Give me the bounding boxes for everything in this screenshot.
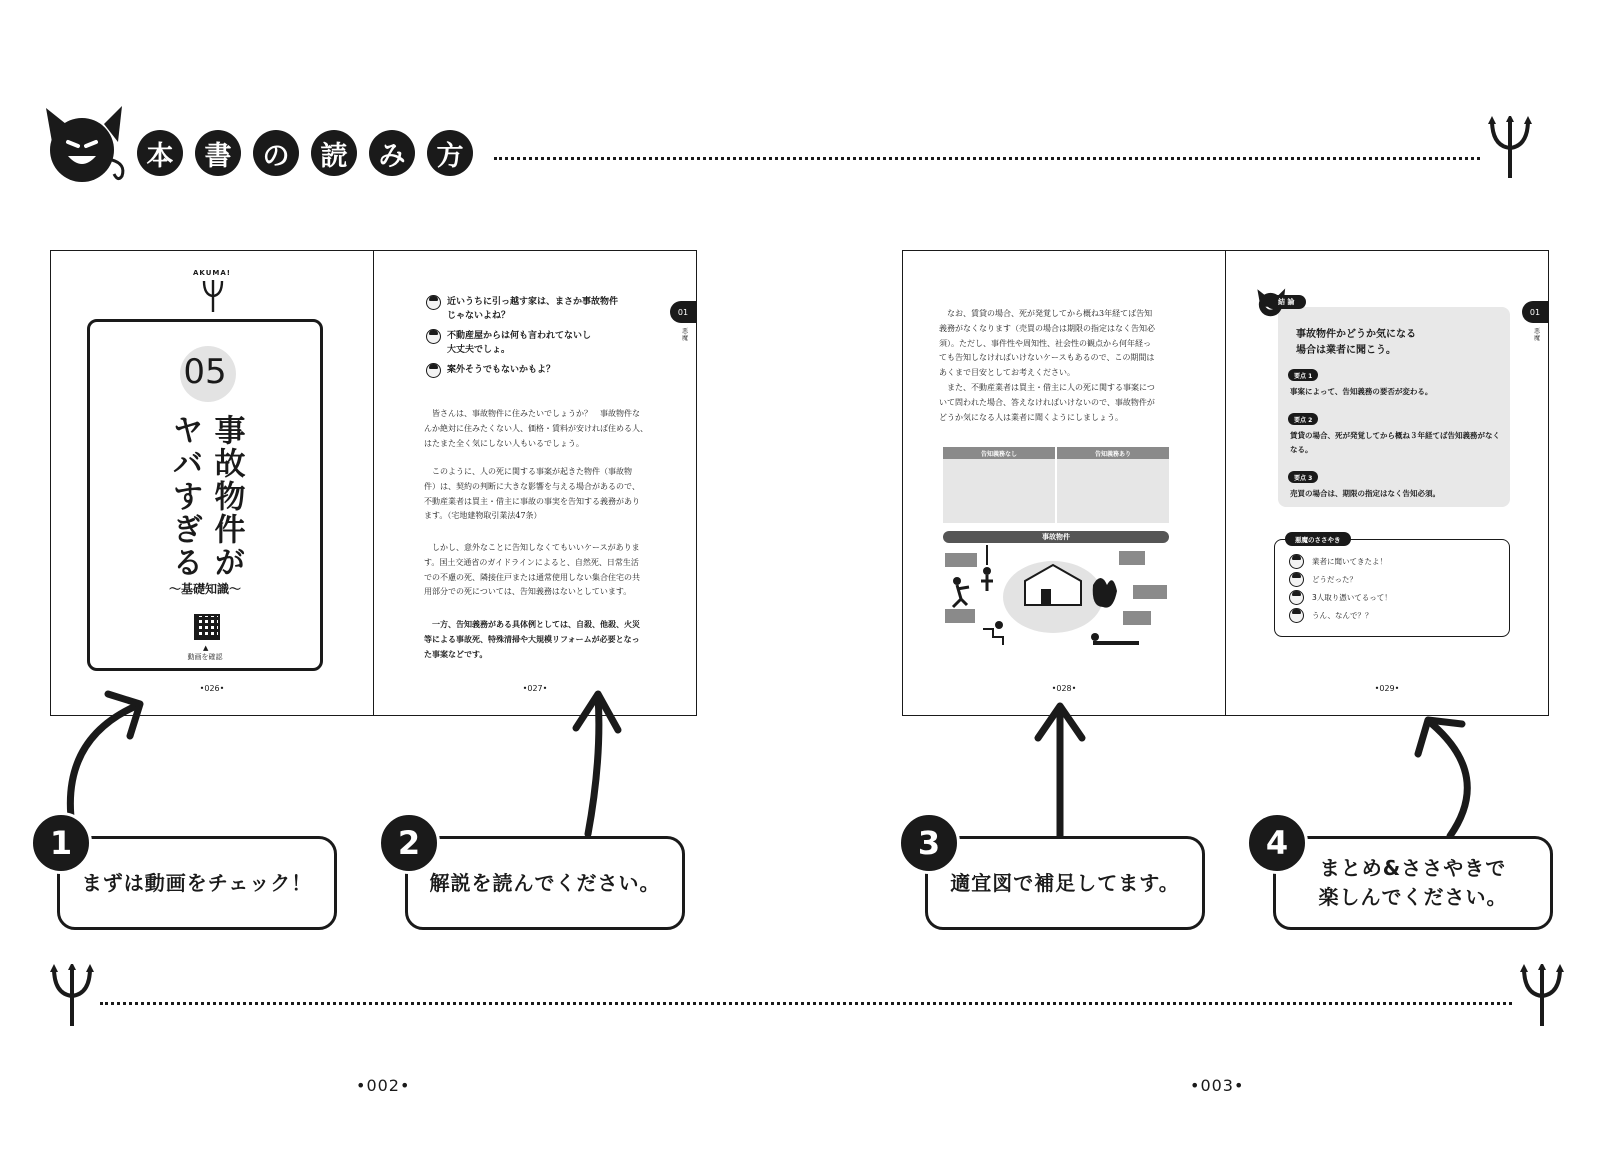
person-icon bbox=[1289, 590, 1304, 605]
title-char-2: 書 bbox=[195, 130, 241, 176]
chapter-title-col1: 事故物件が bbox=[208, 414, 245, 579]
page-number: •027• bbox=[522, 684, 548, 693]
conclusion-panel bbox=[1278, 307, 1510, 507]
body-paragraph: 一方、告知義務がある具体例としては、自殺、他殺、火災 等による事故死、特殊清掃や大規模リフォームが必要となっ た事案などです。 bbox=[424, 619, 640, 659]
devil-mascot-icon bbox=[44, 102, 128, 184]
chapter-tab-label: 悪魔 bbox=[1534, 328, 1541, 342]
page-number: •029• bbox=[1374, 684, 1400, 693]
book-page-026 bbox=[50, 250, 374, 716]
title-char-4: 読 bbox=[311, 130, 357, 176]
body-paragraph: 皆さんは、事故物件に住みたいでしょうか？ 事故物件な んか絶対に住みたくない人、価格・賃料が安ければ住める人、 はたまた全く気にしない人もいるでしょう。 bbox=[424, 409, 648, 448]
chapter-tab-label: 悪魔 bbox=[682, 328, 689, 342]
chapter-subtitle: 〜基礎知識〜 bbox=[168, 582, 241, 596]
figure-list-no-duty bbox=[943, 459, 1055, 523]
whisper-line: どうだった？ bbox=[1289, 572, 1357, 587]
whisper-line: うん、なんで？？ bbox=[1289, 608, 1372, 623]
whisper-line: 3人取り憑いてるって！ bbox=[1289, 590, 1392, 605]
whisper-line: 業者に聞いてきたよ！ bbox=[1289, 554, 1387, 569]
callout-step-2: 解説を読んでください。 bbox=[405, 836, 685, 930]
step-badge-2: 2 bbox=[378, 812, 440, 874]
chapter-tab: 01 bbox=[1522, 301, 1548, 323]
title-char-3: の bbox=[253, 130, 299, 176]
figure-list-duty bbox=[1057, 459, 1169, 523]
chapter-tab: 01 bbox=[670, 301, 696, 323]
whisper-panel bbox=[1274, 535, 1510, 637]
title-char-5: み bbox=[369, 130, 415, 176]
trident-icon bbox=[202, 279, 224, 313]
conclusion-text: 事故物件かどうか気になる 場合は業者に聞こう。 bbox=[1296, 329, 1416, 356]
point-text: 売買の場合は、期限の指定はなく告知必須。 bbox=[1290, 489, 1440, 498]
straight-arrow-icon bbox=[1030, 700, 1090, 840]
person-icon bbox=[426, 295, 441, 310]
book-page-027 bbox=[373, 250, 697, 716]
qr-code[interactable] bbox=[194, 614, 220, 640]
straight-arrow-icon bbox=[562, 688, 632, 838]
page-number: •026• bbox=[199, 684, 225, 693]
conclusion-tag: 結 論 bbox=[1266, 295, 1306, 309]
trident-icon bbox=[1520, 964, 1564, 1028]
trident-icon bbox=[50, 964, 94, 1028]
dialogue-line: 不動産屋からは何も言われてないし 大丈夫でしょ。 bbox=[426, 329, 591, 358]
qr-label: 動画を確認 bbox=[187, 653, 223, 661]
person-icon bbox=[1289, 554, 1304, 569]
person-icon bbox=[426, 329, 441, 344]
dialogue-line: 近いうちに引っ越す家は、まさか事故物件 じゃないよね？ bbox=[426, 295, 618, 324]
callout-step-3: 適宜図で補足してます。 bbox=[925, 836, 1205, 930]
whisper-tag: 悪魔のささやき bbox=[1285, 532, 1351, 546]
akuma-label: AKUMA! bbox=[193, 269, 231, 277]
page-folio-right: •003• bbox=[1190, 1076, 1245, 1095]
header-dotted-rule bbox=[494, 157, 1480, 160]
chapter-title-col2: ヤバすぎる bbox=[166, 414, 203, 579]
body-paragraph: しかし、意外なことに告知しなくてもいいケースがありま す。国土交通省のガイドラインによると、自然死、日常生活 での不慮の死、隣接住戸または通常使用しない集合住宅の共 用部分での死については、告知義務はないとしています。 bbox=[424, 543, 640, 597]
title-char-1: 本 bbox=[137, 130, 183, 176]
body-paragraph: このように、人の死に関する事案が起きた物件（事故物 件）は、契約の判断に大きな影響を与える場合があるので、 不動産業者は買主・借主に事故の事実を告知する義務があり ます。（宅地建物取引業法47条） bbox=[424, 467, 640, 521]
curved-arrow-icon bbox=[60, 680, 160, 830]
point-tag: 要点 2 bbox=[1288, 413, 1318, 425]
step-badge-4: 4 bbox=[1246, 812, 1308, 874]
book-page-028 bbox=[902, 250, 1226, 716]
point-tag: 要点 3 bbox=[1288, 471, 1318, 483]
person-icon bbox=[1289, 572, 1304, 587]
figure-band: 事故物件 bbox=[943, 531, 1169, 543]
book-page-029 bbox=[1225, 250, 1549, 716]
callout-step-1: まずは動画をチェック！ bbox=[57, 836, 337, 930]
point-text: 賃貸の場合、死が発覚してから概ね３年経てば告知義務がなくなる。 bbox=[1290, 431, 1500, 454]
chapter-number: 05 bbox=[183, 352, 227, 392]
point-text: 事案によって、告知義務の要否が変わる。 bbox=[1290, 387, 1433, 396]
step-badge-1: 1 bbox=[30, 812, 92, 874]
title-char-6: 方 bbox=[427, 130, 473, 176]
point-tag: 要点 1 bbox=[1288, 369, 1318, 381]
figure-col-duty: 告知義務あり bbox=[1057, 447, 1169, 459]
chapter-frame bbox=[87, 319, 323, 671]
person-icon bbox=[1289, 608, 1304, 623]
step-badge-3: 3 bbox=[898, 812, 960, 874]
page-folio-left: •002• bbox=[356, 1076, 411, 1095]
up-arrow-icon: ▲ bbox=[203, 644, 209, 652]
dialogue-line: 案外そうでもないかもよ？ bbox=[426, 363, 555, 378]
accident-illustration bbox=[943, 545, 1169, 655]
trident-icon bbox=[1488, 116, 1532, 180]
callout-step-4: まとめ&ささやきで 楽しんでください。 bbox=[1273, 836, 1553, 930]
person-icon bbox=[426, 363, 441, 378]
page-number: •028• bbox=[1051, 684, 1077, 693]
body-paragraph: なお、賃貸の場合、死が発覚してから概ね3年経てば告知 義務がなくなります（売買の場合は期限の指定はなく告知必 須）。ただし、事件性や周知性、社会性の観点から何年経っ ても告知しなければいけないケースもあるので、この期間は あくまで目安としてお考えください。 また、不動産業者は買主・借主に人の死に関する事案につ いて問われた場合、答えなければいけないので、事故物件が どうか気になる人は業者に聞くようにしましょう。 bbox=[939, 309, 1155, 422]
figure-col-no-duty: 告知義務なし bbox=[943, 447, 1055, 459]
curved-arrow-icon bbox=[1414, 712, 1494, 842]
footer-dotted-rule bbox=[100, 1002, 1512, 1005]
